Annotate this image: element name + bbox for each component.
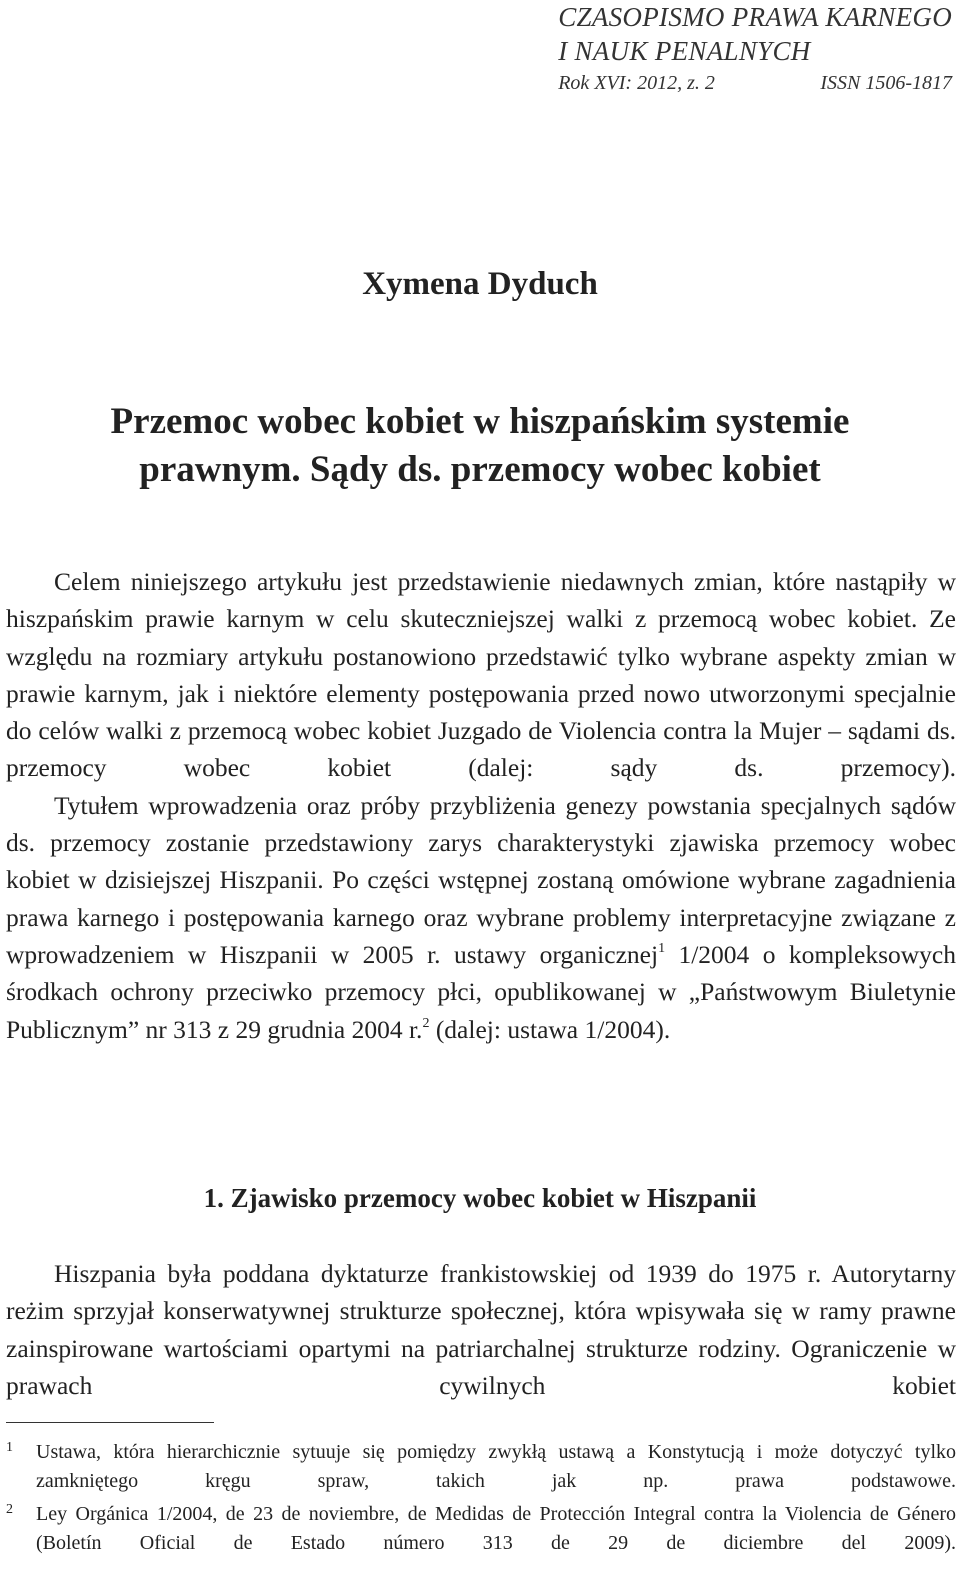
section-heading: 1. Zjawisko przemocy wobec kobiet w Hiszpanii <box>203 1183 757 1213</box>
journal-title-line2: I NAUK PENALNYCH <box>558 36 811 66</box>
footnote-2 <box>6 1500 956 1558</box>
journal-header <box>558 0 952 98</box>
abstract-p2-text-b: 1/2004 o kompleksowych środkach ochrony przeciwko przemocy płci, opublikowanej w „Państwowym Biuletynie Publicznym” nr 313 z 29 grudnia 2004 r. <box>6 939 956 1044</box>
footnote-ref-2[interactable]: 2 <box>422 1015 430 1031</box>
journal-meta <box>558 68 952 98</box>
issue-info: Rok XVI: 2012, z. 2 <box>558 72 715 94</box>
footnote-1 <box>6 1438 956 1496</box>
footnote-number: 2 <box>6 1502 13 1517</box>
article-title-line1: Przemoc wobec kobiet w hiszpańskim systemie <box>110 401 850 442</box>
abstract <box>6 563 956 1048</box>
abstract-paragraph-1: Celem niniejszego artykułu jest przedstawienie niedawnych zmian, które nastąpiły w hiszpańskim prawie karnym w celu skuteczniejszej walki z przemocą wobec kobiet. Ze względu na rozmiary artykułu postanowiono przedstawić tylko wybrane aspekty zmian w prawie karnym, jak i niektóre elementy postępowania przed nowo utworzonymi specjalnie do celów walki z przemocą wobec kobiet Juzgado de Violencia contra la Mujer – sądami ds. przemocy wobec kobiet (dalej: sądy ds. przemocy). <box>6 567 956 783</box>
footnote-ref-1[interactable]: 1 <box>658 940 666 956</box>
section-paragraph-1: Hiszpania była poddana dyktaturze frankistowskiej od 1939 do 1975 r. Autorytarny reżim sprzyjał konserwatywnej strukturze społecznej, która wpisywała się w ramy prawne zainspirowane wartościami opartymi na patriarchalnej strukturze rodziny. Ograniczenie w prawach cywilnych kobiet <box>6 1259 956 1400</box>
footnote-text: Ustawa, która hierarchicznie sytuuje się pomiędzy zwykłą ustawą a Konstytucją i może dotyczyć tylko zamkniętego kręgu spraw, takich jak np. prawa podstawowe. <box>36 1441 956 1492</box>
footnote-text: Ley Orgánica 1/2004, de 23 de noviembre, de Medidas de Protección Integral contra la Violencia de Género (Boletín Oficial de Estado número 313 de 29 de diciembre del 2009). <box>36 1503 956 1554</box>
issn: ISSN 1506-1817 <box>820 72 952 94</box>
footnote-divider <box>6 1422 214 1423</box>
section-body <box>6 1255 956 1404</box>
abstract-p2-text-c: (dalej: ustawa 1/2004). <box>429 1014 671 1044</box>
abstract-paragraph-2 <box>6 787 956 1048</box>
abstract-p2-text-a: Tytułem wprowadzenia oraz próby przybliżenia genezy powstania specjalnych sądów ds. przemocy zostanie przedstawiony zarys charakterystyki zjawiska przemocy wobec kobiet w dzisiejszej Hiszpanii. Po części wstępnej zostaną omówione wybrane zagadnienia prawa karnego i postępowania karnego oraz wybrane problemy interpretacyjne związane z wprowadzeniem w Hiszpanii w 2005 r. ustawy organicznej <box>6 790 956 969</box>
article-title <box>40 398 920 494</box>
article-author: Xymena Dyduch <box>362 266 598 302</box>
article-title-line2: prawnym. Sądy ds. przemocy wobec kobiet <box>139 449 821 490</box>
footnote-number: 1 <box>6 1440 13 1455</box>
journal-title-line1: CZASOPISMO PRAWA KARNEGO <box>558 2 952 32</box>
